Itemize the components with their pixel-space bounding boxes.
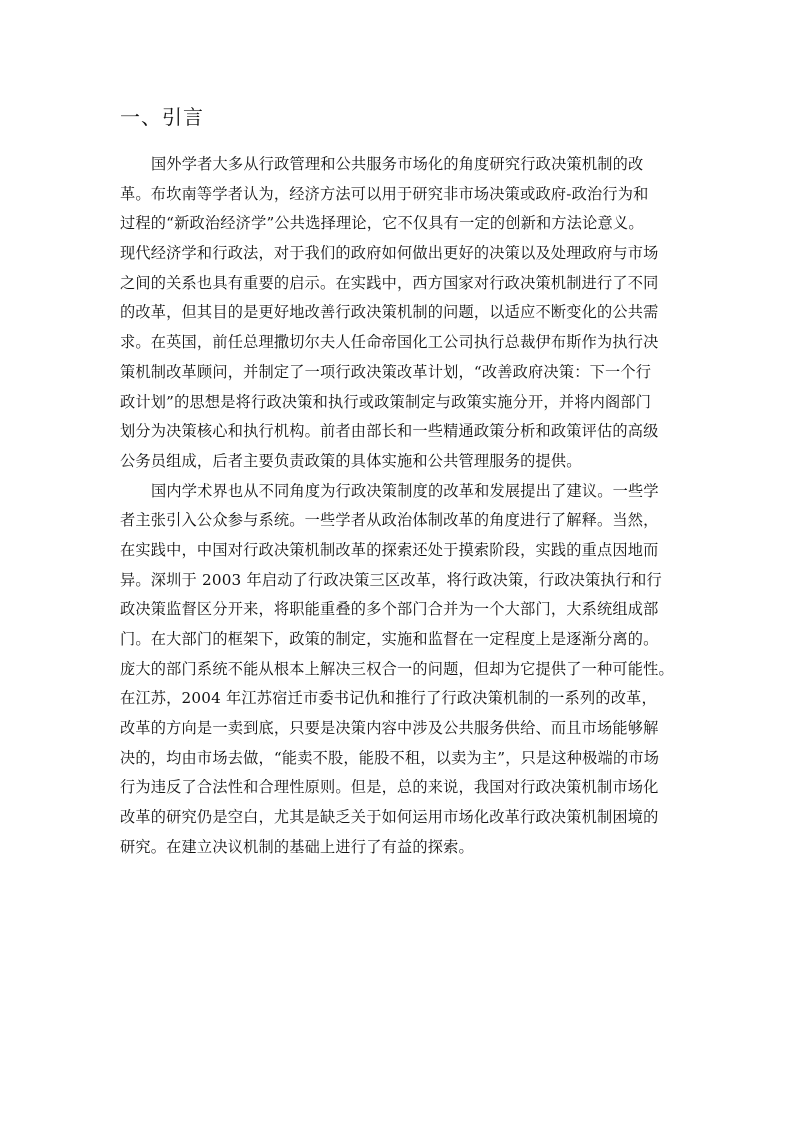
- text-line: 公务员组成，后者主要负责政策的具体实施和公共管理服务的提供。: [120, 451, 582, 470]
- section-heading: 一、引言: [120, 105, 204, 129]
- text-line: 策机制改革顾问，并制定了一项行政决策改革计划，“改善政府决策：下一个行: [120, 362, 652, 381]
- text-line: 政决策监督区分开来，将职能重叠的多个部门合并为一个大部门，大系统组成部: [120, 600, 659, 619]
- text-line: 划分为决策核心和执行机构。前者由部长和一些精通政策分析和政策评估的高级: [120, 422, 659, 441]
- text-line: 庞大的部门系统不能从根本上解决三权合一的问题，但却为它提供了一种可能性。: [120, 659, 674, 678]
- text-line: 异。深圳于 2003 年启动了行政决策三区改革，将行政决策，行政决策执行和行: [120, 570, 662, 589]
- text-line: 决的，均由市场去做，“能卖不股，能股不租，以卖为主”，只是这种极端的市场: [120, 748, 660, 767]
- text-line: 者主张引入公众参与系统。一些学者从政治体制改革的角度进行了解释。当然，: [120, 511, 659, 530]
- text-line: 政计划”的思想是将行政决策和执行或政策制定与政策实施分开，并将内阁部门: [120, 392, 652, 411]
- text-line: 行为违反了合法性和合理性原则。但是，总的来说，我国对行政决策机制市场化: [120, 778, 659, 797]
- text-line: 的改革，但其目的是更好地改善行政决策机制的问题，以适应不断变化的公共需: [120, 303, 659, 322]
- paragraph-domestic-research: [120, 477, 700, 863]
- text-line: 改革的方向是一卖到底，只要是决策内容中涉及公共服务供给、而且市场能够解: [120, 719, 659, 738]
- text-line: 现代经济学和行政法，对于我们的政府如何做出更好的决策以及处理政府与市场: [120, 244, 659, 263]
- text-line: 研究。在建立决议机制的基础上进行了有益的探索。: [120, 837, 474, 856]
- text-line: 在实践中，中国对行政决策机制改革的探索还处于摸索阶段，实践的重点因地而: [120, 540, 659, 559]
- text-line: 求。在英国，前任总理撒切尔夫人任命帝国化工公司执行总裁伊布斯作为执行决: [120, 333, 659, 352]
- text-line: 国外学者大多从行政管理和公共服务市场化的角度研究行政决策机制的改: [151, 155, 644, 173]
- text-line: 国内学术界也从不同角度为行政决策制度的改革和发展提出了建议。一些学: [151, 481, 659, 500]
- text-line: 革。布坎南等学者认为，经济方法可以用于研究非市场决策或政府-政治行为和: [120, 184, 649, 203]
- body-text: [120, 150, 700, 863]
- paragraph-foreign-research: [120, 150, 700, 477]
- text-line: 门。在大部门的框架下，政策的制定，实施和监督在一定程度上是逐渐分离的。: [120, 630, 659, 648]
- text-line: 在江苏，2004 年江苏宿迁市委书记仇和推行了行政决策机制的一系列的改革，: [120, 689, 657, 708]
- text-line: 之间的关系也具有重要的启示。在实践中，西方国家对行政决策机制进行了不同: [120, 273, 659, 292]
- text-line: 过程的“新政治经济学”公共选择理论，它不仅具有一定的创新和方法论意义。: [120, 214, 644, 233]
- text-line: 改革的研究仍是空白，尤其是缺乏关于如何运用市场化改革行政决策机制困境的: [120, 808, 659, 827]
